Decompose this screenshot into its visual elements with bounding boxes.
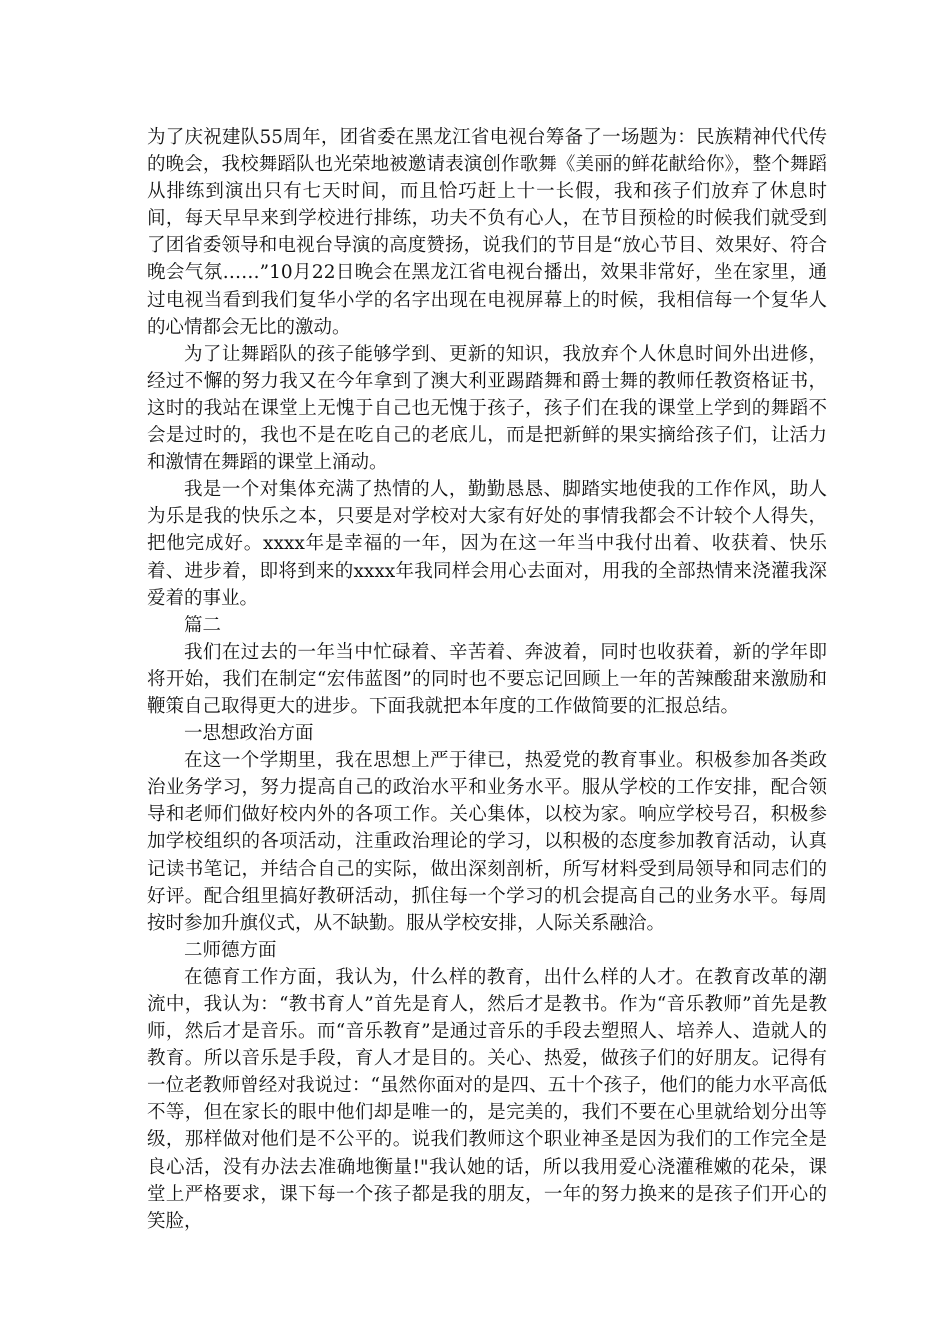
paragraph-training: 为了让舞蹈队的孩子能够学到、更新的知识，我放弃个人休息时间外出进修，经过不懈的努力我又在今年拿到了澳大利亚踢踏舞和爵士舞的教师任教资格证书，这时的我站在课堂上无愧于自己也无愧于孩子，孩子们在我的课堂上学到的舞蹈不会是过时的，我也不是在吃自己的老底儿，而是把新鲜的果实摘给孩子们，让活力和激情在舞蹈的课堂上涌动。: [147, 343, 827, 474]
paragraph-celebration: 为了庆祝建队55周年，团省委在黑龙江省电视台筹备了一场题为：民族精神代代传的晚会，我校舞蹈队也光荣地被邀请表演创作歌舞《美丽的鲜花献给你》，整个舞蹈从排练到演出只有七天时间，而且恰巧赶上十一长假，我和孩子们放弃了休息时间，每天早早来到学校进行排练，功夫不负有心人，在节目预检的时候我们就受到了团省委领导和电视台导演的高度赞扬，说我们的节目是“放心节目、效果好、符合晚会气氛……”10月22日晚会在黑龙江省电视台播出，效果非常好，坐在家里，通过电视当看到我们复华小学的名字出现在电视屏幕上的时候，我相信每一个复华人的心情都会无比的激动。: [147, 127, 827, 338]
paragraph-year-review: 我们在过去的一年当中忙碌着、辛苦着、奔波着，同时也收获着，新的学年即将开始，我们在制定“宏伟蓝图”的同时也不要忘记回顾上一年的苦辣酸甜来激励和鞭策自己取得更大的进步。下面我就把本年度的工作做简要的汇报总结。: [147, 641, 827, 717]
paragraph-ethics: 在德育工作方面，我认为，什么样的教育，出什么样的人才。在教育改革的潮流中，我认为：“教书育人”首先是育人，然后才是教书。作为“音乐教师”首先是教师，然后才是音乐。而“音乐教育”是通过音乐的手段去塑照人、培养人、造就人的教育。所以音乐是手段，育人才是目的。关心、热爱，做孩子们的好朋友。记得有一位老教师曾经对我说过：“虽然你面对的是四、五十个孩子，他们的能力水平高低不等，但在家长的眼中他们却是唯一的，是完美的，我们不要在心里就给划分出等级，那样做对他们是不公平的。说我们教师这个职业神圣是因为我们的工作完全是良心活，没有办法去准确地衡量!"我认她的话，所以我用爱心浇灌稚嫩的花朵，课堂上严格要求，课下每一个孩子都是我的朋友，一年的努力换来的是孩子们开心的笑脸，: [147, 966, 827, 1232]
section-heading-ethics: 二师德方面: [184, 939, 277, 961]
document-body: [147, 124, 827, 1235]
section-heading-political: 一思想政治方面: [184, 723, 314, 745]
section-heading-part-two: 篇二: [184, 614, 222, 636]
paragraph-political: 在这一个学期里，我在思想上严于律已，热爱党的教育事业。积极参加各类政治业务学习，努力提高自己的政治水平和业务水平。服从学校的工作安排，配合领导和老师们做好校内外的各项工作。关心集体，以校为家。响应学校号召，积极参加学校组织的各项活动，注重政治理论的学习，以积极的态度参加教育活动，认真记读书笔记，并结合自己的实际，做出深刻剖析，所写材料受到局领导和同志们的好评。配合组里搞好教研活动，抓住每一个学习的机会提高自己的业务水平。每周按时参加升旗仪式，从不缺勤。服从学校安排，人际关系融洽。: [147, 750, 827, 934]
paragraph-work-style: 我是一个对集体充满了热情的人，勤勤恳恳、脚踏实地使我的工作作风，助人为乐是我的快乐之本，只要是对学校对大家有好处的事情我都会不计较个人得失，把他完成好。xxxx年是幸福的一年，因为在这一年当中我付出着、收获着、快乐着、进步着，即将到来的xxxx年我同样会用心去面对，用我的全部热情来浇灌我深爱着的事业。: [147, 479, 827, 609]
